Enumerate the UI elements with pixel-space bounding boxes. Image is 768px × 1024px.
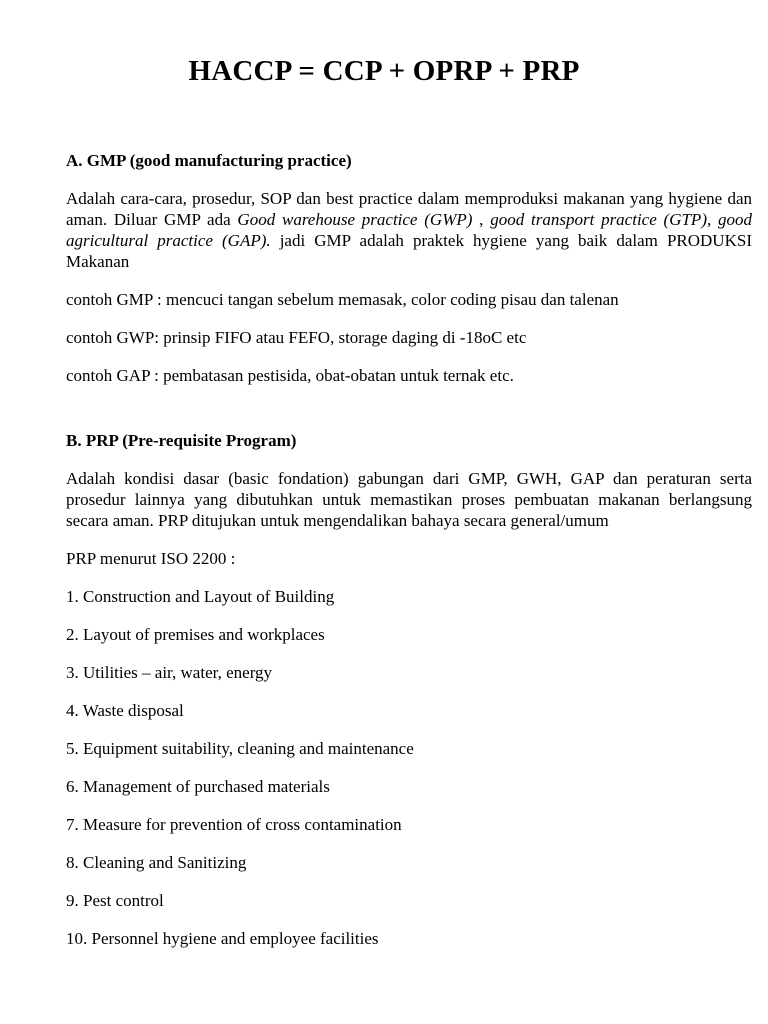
section-a-description [66, 188, 752, 272]
list-item: 4. Waste disposal [66, 701, 184, 720]
list-item: 9. Pest control [66, 891, 164, 910]
gtp-term: good transport practice (GTP) [490, 210, 707, 229]
example-gwp: contoh GWP: prinsip FIFO atau FEFO, storage daging di -18oC etc [66, 328, 527, 347]
list-item: 6. Management of purchased materials [66, 777, 330, 796]
gmp-desc-sep2: , [706, 210, 719, 229]
gmp-desc-part1: Adalah cara-cara, prosedur, SOP dan best practice dalam memproduksi makanan yang hygiene dan aman. Diluar GMP ada [66, 189, 752, 229]
list-item: 2. Layout of premises and workplaces [66, 625, 325, 644]
prp-list-intro: PRP menurut ISO 2200 : [66, 549, 236, 568]
list-item: 5. Equipment suitability, cleaning and maintenance [66, 739, 414, 758]
document-title: HACCP = CCP + OPRP + PRP [188, 55, 580, 87]
list-item: 1. Construction and Layout of Building [66, 587, 335, 606]
section-b-description: Adalah kondisi dasar (basic fondation) gabungan dari GMP, GWH, GAP dan peraturan serta prosedur lainnya yang dibutuhkan untuk memastikan proses pembuatan makanan berlangsung secara aman. PRP ditujukan untuk mengendalikan bahaya secara general/umum [66, 469, 752, 530]
example-gmp: contoh GMP : mencuci tangan sebelum memasak, color coding pisau dan talenan [66, 290, 619, 309]
list-item: 10. Personnel hygiene and employee facilities [66, 929, 379, 948]
gap-term: good agricultural practice (GAP). [66, 210, 753, 250]
section-a-heading: A. GMP (good manufacturing practice) [66, 151, 352, 170]
gmp-desc-sep1: , [472, 210, 491, 229]
list-item: 8. Cleaning and Sanitizing [66, 853, 247, 872]
list-item: 7. Measure for prevention of cross contamination [66, 815, 402, 834]
gmp-desc-part2: jadi GMP adalah praktek hygiene yang baik dalam PRODUKSI Makanan [66, 231, 752, 271]
gwp-term: Good warehouse practice (GWP) [237, 210, 473, 229]
prp-list [66, 586, 752, 949]
example-gap: contoh GAP : pembatasan pestisida, obat-obatan untuk ternak etc. [66, 366, 514, 385]
list-item: 3. Utilities – air, water, energy [66, 663, 273, 682]
section-b-heading: B. PRP (Pre-requisite Program) [66, 431, 297, 450]
